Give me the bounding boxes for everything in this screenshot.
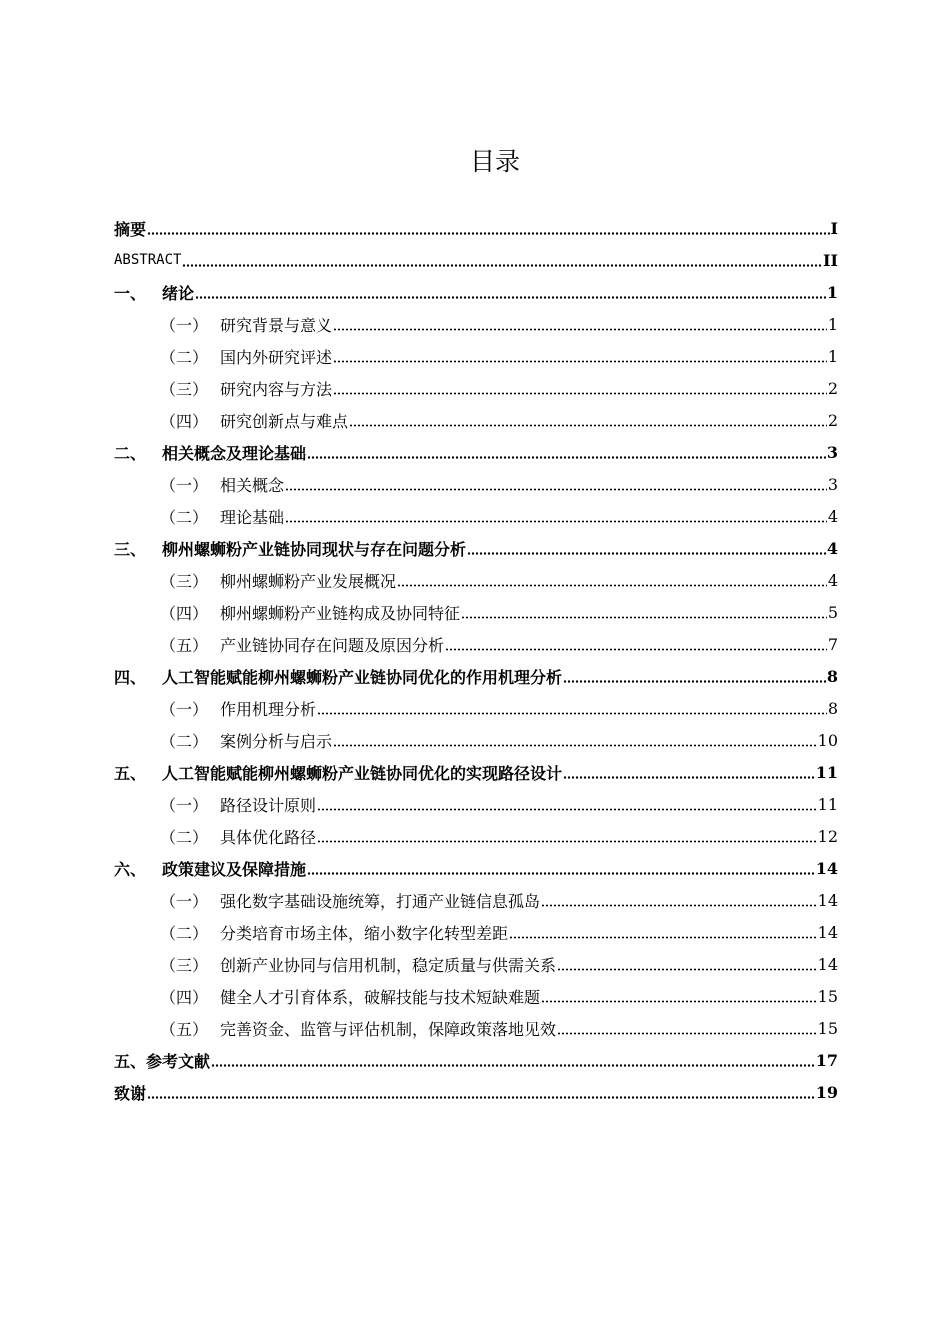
toc-entry[interactable]	[114, 884, 838, 916]
toc-entry-title: 创新产业协同与信用机制，稳定质量与供需关系	[220, 955, 557, 975]
toc-entry-page: 2	[827, 410, 838, 430]
toc-entry-title: 作用机理分析	[220, 699, 317, 719]
toc-entry-page: 1	[826, 282, 838, 302]
toc-entry-number: 五、	[114, 763, 147, 783]
toc-entry-title: 人工智能赋能柳州螺蛳粉产业链协同优化的作用机理分析	[162, 667, 563, 687]
toc-entry-page: 1	[827, 314, 838, 334]
dot-leader	[445, 648, 827, 651]
toc-entry-title: 强化数字基础设施统筹，打通产业链信息孤岛	[220, 891, 541, 911]
dot-leader	[307, 456, 826, 459]
toc-entry-page: 3	[827, 474, 838, 494]
toc-entry[interactable]	[114, 948, 838, 980]
dot-leader	[563, 680, 826, 683]
toc-entry-title: 具体优化路径	[220, 827, 317, 847]
toc-entry[interactable]	[114, 724, 838, 756]
toc-entry-page: 12	[817, 826, 838, 846]
toc-entry-title: 相关概念及理论基础	[162, 443, 307, 463]
toc-entry[interactable]	[114, 404, 838, 436]
toc-entry-title: 理论基础	[220, 507, 285, 527]
toc-entry-number: （一）	[160, 699, 209, 719]
toc-entry-title: 健全人才引育体系，破解技能与技术短缺难题	[220, 987, 541, 1007]
toc-entry-title: 相关概念	[220, 475, 285, 495]
dot-leader	[541, 904, 817, 907]
toc-entry-title: 案例分析与启示	[220, 731, 333, 751]
toc-entry-title: 分类培育市场主体，缩小数字化转型差距	[220, 923, 509, 943]
toc-entry[interactable]	[114, 852, 838, 884]
toc-entry[interactable]	[114, 340, 838, 372]
toc-entry-page: 15	[817, 1018, 838, 1038]
dot-leader	[211, 1064, 815, 1067]
dot-leader	[349, 424, 827, 427]
toc-entry[interactable]	[114, 756, 838, 788]
toc-entry-page: 14	[817, 954, 838, 974]
toc-entry-title: 政策建议及保障措施	[162, 859, 307, 879]
toc-entry-page: 14	[817, 890, 838, 910]
toc-entry-page: 14	[815, 858, 838, 878]
toc-entry-page: 14	[817, 922, 838, 942]
toc-entry-number: （三）	[160, 379, 209, 399]
toc-entry-number: （二）	[160, 827, 209, 847]
toc-entry-page: 4	[827, 570, 838, 590]
toc-entry-number: （二）	[160, 347, 209, 367]
dot-leader	[509, 936, 817, 939]
page-title: 目录	[469, 147, 520, 176]
toc-entry[interactable]	[114, 660, 838, 692]
toc-entry[interactable]	[114, 1044, 838, 1076]
toc-entry[interactable]	[114, 244, 838, 276]
toc-entry-number: （三）	[160, 571, 209, 591]
dot-leader	[285, 520, 827, 523]
toc-entry-page: II	[823, 250, 838, 270]
toc-entry[interactable]	[114, 500, 838, 532]
toc-entry-page: 4	[827, 506, 838, 526]
toc-entry-title: 五、参考文献	[114, 1051, 211, 1071]
dot-leader	[285, 488, 827, 491]
toc-entry-number: （一）	[160, 475, 209, 495]
toc-entry-number: （三）	[160, 955, 209, 975]
toc-entry[interactable]	[114, 1076, 838, 1108]
dot-leader	[147, 232, 830, 235]
toc-entry[interactable]	[114, 596, 838, 628]
toc-entry[interactable]	[114, 532, 838, 564]
table-of-contents	[114, 212, 838, 1108]
toc-entry[interactable]	[114, 212, 838, 244]
toc-entry-title: 柳州螺蛳粉产业链协同现状与存在问题分析	[162, 539, 467, 559]
toc-entry-title: 致谢	[114, 1083, 147, 1103]
toc-entry[interactable]	[114, 276, 838, 308]
toc-entry[interactable]	[114, 372, 838, 404]
dot-leader	[147, 1096, 815, 1099]
toc-entry-number: （五）	[160, 1019, 209, 1039]
dot-leader	[333, 328, 827, 331]
dot-leader	[541, 1000, 817, 1003]
toc-entry-title: 研究背景与意义	[220, 315, 333, 335]
toc-entry-number: 一、	[114, 283, 147, 303]
toc-entry[interactable]	[114, 564, 838, 596]
toc-entry-number: 六、	[114, 859, 147, 879]
toc-entry[interactable]	[114, 980, 838, 1012]
toc-entry-page: 2	[827, 378, 838, 398]
toc-entry-page: 10	[817, 730, 838, 750]
dot-leader	[467, 552, 826, 555]
toc-entry-number: （二）	[160, 507, 209, 527]
toc-entry-page: 3	[826, 442, 838, 462]
toc-entry-number: （二）	[160, 923, 209, 943]
toc-entry[interactable]	[114, 916, 838, 948]
toc-entry-title: 人工智能赋能柳州螺蛳粉产业链协同优化的实现路径设计	[162, 763, 563, 783]
toc-entry-title: 路径设计原则	[220, 795, 317, 815]
toc-entry-title: 柳州螺蛳粉产业链构成及协同特征	[220, 603, 461, 623]
toc-entry-page: 19	[815, 1082, 838, 1102]
toc-entry-number: 四、	[114, 667, 147, 687]
toc-entry[interactable]	[114, 436, 838, 468]
dot-leader	[461, 616, 827, 619]
toc-entry[interactable]	[114, 308, 838, 340]
toc-entry-number: （一）	[160, 891, 209, 911]
dot-leader	[557, 968, 817, 971]
toc-entry-title: 研究内容与方法	[220, 379, 333, 399]
toc-entry-number: （四）	[160, 603, 209, 623]
toc-entry-title: 完善资金、监管与评估机制，保障政策落地见效	[220, 1019, 557, 1039]
toc-entry[interactable]	[114, 692, 838, 724]
toc-entry-number: 二、	[114, 443, 147, 463]
toc-entry-title: ABSTRACT	[114, 252, 182, 268]
toc-entry-number: 三、	[114, 539, 147, 559]
dot-leader	[557, 1032, 817, 1035]
toc-entry-title: 绪论	[162, 283, 195, 303]
toc-entry[interactable]	[114, 468, 838, 500]
toc-entry-page: I	[830, 218, 838, 238]
toc-entry-page: 11	[815, 762, 838, 782]
dot-leader	[333, 392, 827, 395]
dot-leader	[195, 296, 826, 299]
dot-leader	[563, 776, 815, 779]
dot-leader	[307, 872, 815, 875]
toc-entry-number: （四）	[160, 987, 209, 1007]
toc-entry[interactable]	[114, 1012, 838, 1044]
toc-entry-page: 4	[826, 538, 838, 558]
toc-entry-page: 17	[815, 1050, 838, 1070]
toc-entry-page: 8	[826, 666, 838, 686]
toc-entry-page: 11	[817, 794, 838, 814]
toc-entry-title: 产业链协同存在问题及原因分析	[220, 635, 445, 655]
dot-leader	[333, 744, 817, 747]
toc-entry-page: 7	[827, 634, 838, 654]
toc-entry-number: （四）	[160, 411, 209, 431]
dot-leader	[317, 712, 827, 715]
toc-entry-title: 国内外研究评述	[220, 347, 333, 367]
dot-leader	[182, 264, 822, 267]
toc-entry-title: 柳州螺蛳粉产业发展概况	[220, 571, 397, 591]
dot-leader	[317, 840, 817, 843]
toc-entry[interactable]	[114, 628, 838, 660]
toc-entry[interactable]	[114, 820, 838, 852]
toc-entry-number: （二）	[160, 731, 209, 751]
toc-entry-page: 5	[827, 602, 838, 622]
toc-entry-number: （一）	[160, 315, 209, 335]
toc-entry-page: 8	[827, 698, 838, 718]
dot-leader	[397, 584, 827, 587]
toc-entry-number: （五）	[160, 635, 209, 655]
toc-entry-number: （一）	[160, 795, 209, 815]
toc-entry-page: 1	[827, 346, 838, 366]
toc-entry-title: 研究创新点与难点	[220, 411, 349, 431]
toc-entry[interactable]	[114, 788, 838, 820]
toc-entry-page: 15	[817, 986, 838, 1006]
dot-leader	[333, 360, 827, 363]
dot-leader	[317, 808, 817, 811]
toc-entry-title: 摘要	[114, 219, 147, 239]
